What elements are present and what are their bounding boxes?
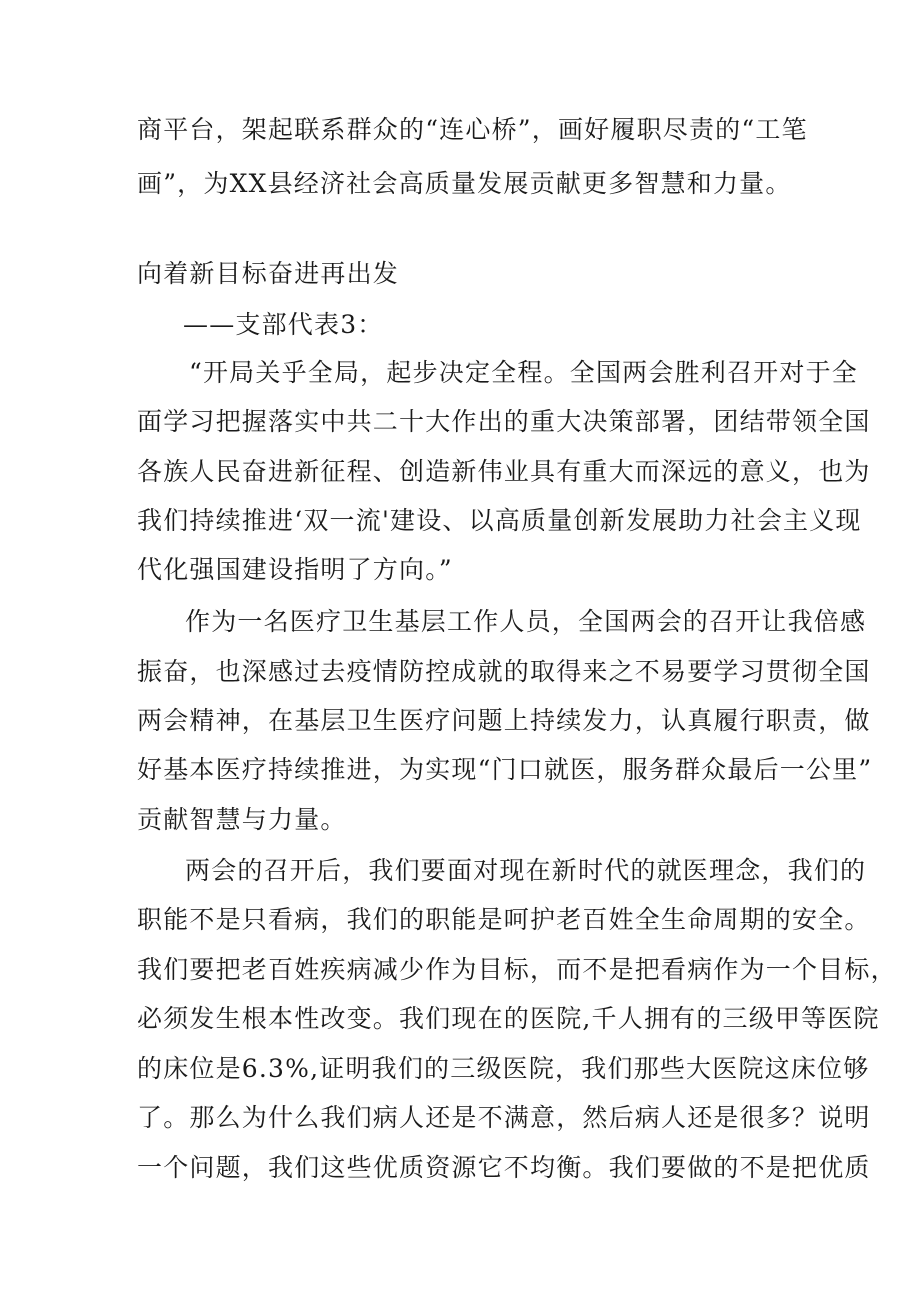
text-line: 两会的召开后，我们要面对现在新时代的就医理念，我们的 <box>185 856 867 885</box>
text-line: 了。那么为什么我们病人还是不满意，然后病人还是很多？说明 <box>137 1103 871 1132</box>
text-line: 画”，为XX县经济社会高质量发展贡献更多智慧和力量。 <box>137 169 792 198</box>
text-line: 两会精神，在基层卫生医疗问题上持续发力，认真履行职责，做 <box>137 706 871 735</box>
text-line: “开局关乎全局，起步决定全程。全国两会胜利召开对于全 <box>189 358 858 387</box>
text-line: 职能不是只看病，我们的职能是呵护老百姓全生命周期的安全。 <box>137 905 871 934</box>
text-line: 作为一名医疗卫生基层工作人员，全国两会的召开让我倍感 <box>185 607 867 636</box>
section-heading: 向着新目标奋进再出发 <box>137 259 400 288</box>
text-line: 各族人民奋进新征程、创造新伟业具有重大而深远的意义，也为 <box>137 457 871 486</box>
text-line: 我们持续推进‘双一流'建设、以高质量创新发展助力社会主义现 <box>137 506 862 535</box>
speaker-label: ——支部代表3： <box>183 310 384 339</box>
text-line: 振奋，也深感过去疫情防控成就的取得来之不易要学习贯彻全国 <box>137 657 871 686</box>
text-line: 好基本医疗持续推进，为实现“门口就医，服务群众最后一公里” <box>137 755 873 784</box>
text-line: 贡献智慧与力量。 <box>137 805 347 834</box>
text-line: 面学习把握落实中共二十大作出的重大决策部署，团结带领全国 <box>137 407 871 436</box>
text-line: 一个问题，我们这些优质资源它不均衡。我们要做的不是把优质 <box>137 1153 871 1182</box>
text-line: 我们要把老百姓疾病减少作为目标，而不是把看病作为一个目标， <box>137 955 897 984</box>
text-line: 必须发生根本性改变。我们现在的医院,千人拥有的三级甲等医院 <box>137 1004 880 1033</box>
text-line: 的床位是6.3%,证明我们的三级医院，我们那些大医院这床位够 <box>137 1054 870 1083</box>
text-line: 商平台，架起联系群众的“连心桥”，画好履职尽责的“工笔 <box>137 115 808 144</box>
text-line: 代化强国建设指明了方向。” <box>137 555 453 584</box>
